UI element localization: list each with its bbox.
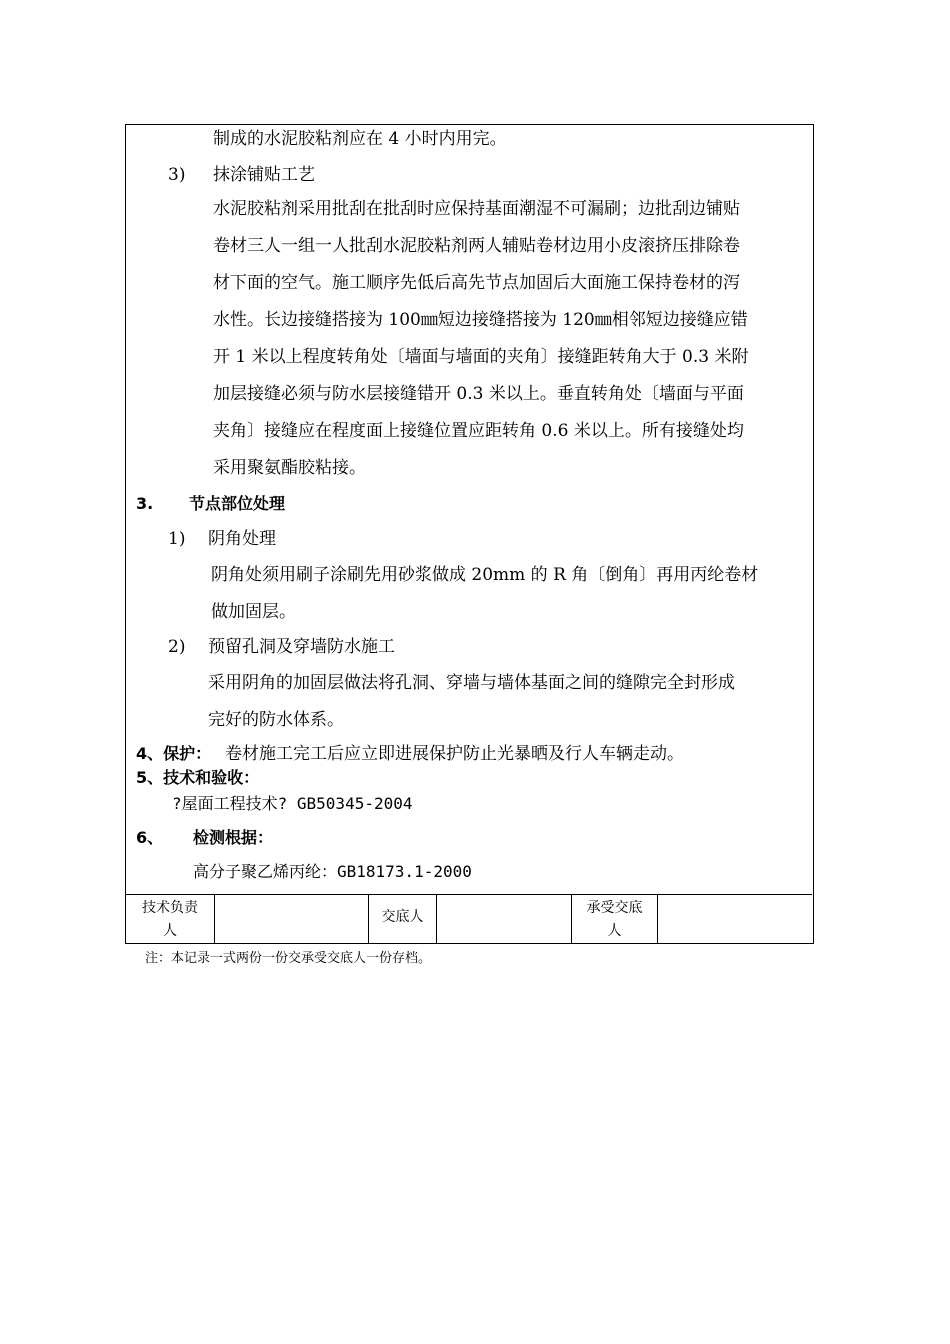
item-title: 预留孔洞及穿墙防水施工 [208,637,395,657]
section-label: 5、技术和验收： [136,768,260,787]
signature-row [126,894,812,943]
standard-reference: ?屋面工程技术? GB50345-2004 [172,794,413,813]
paragraph-line: 加层接缝必须与防水层接缝错开 0.3 米以上。垂直转角处〔墙面与平面 [213,384,744,404]
section-text: 卷材施工完工后应立即进展保护防止光暴晒及行人车辆走动。 [225,744,684,764]
paragraph-line: 采用聚氨酯胶粘接。 [213,458,366,478]
paragraph-line: 开 1 米以上程度转角处〔墙面与墙面的夹角〕接缝距转角大于 0.3 米附 [213,347,749,367]
item-title: 抹涂铺贴工艺 [213,165,315,185]
standard-reference: 高分子聚乙烯丙纶：GB18173.1-2000 [193,862,472,881]
item-number: 1) [168,529,186,549]
recipient-signature[interactable] [658,895,812,943]
section-title: 检测根据： [193,828,274,847]
paragraph-line: 阴角处须用刷子涂刷先用砂浆做成 20mm 的 R 角〔倒角〕再用丙纶卷材 [211,565,759,585]
item-number: 3) [168,165,186,185]
paragraph-line: 材下面的空气。施工顺序先低后高先节点加固后大面施工保持卷材的泻 [213,273,740,293]
disclosure-table [125,124,814,944]
tech-lead-label: 技术负责人 [126,895,215,943]
paragraph-line: 卷材三人一组一人批刮水泥胶粘剂两人辅贴卷材边用小皮滚挤压排除卷 [213,236,740,256]
paragraph-line: 夹角〕接缝应在程度面上接缝位置应距转角 0.6 米以上。所有接缝处均 [213,421,744,441]
paragraph-line: 完好的防水体系。 [208,710,344,730]
footnote: 注：本记录一式两份一份交承受交底人一份存档。 [145,951,432,966]
tech-lead-signature[interactable] [215,895,369,943]
text-line: 制成的水泥胶粘剂应在 4 小时内用完。 [213,129,507,149]
item-title: 阴角处理 [208,529,276,549]
section-label: 4、保护： [136,744,212,763]
section-number: 6、 [136,828,164,847]
discloser-signature[interactable] [437,895,572,943]
paragraph-line: 做加固层。 [211,602,296,622]
paragraph-line: 水性。长边接缝搭接为 100㎜短边接缝搭接为 120㎜相邻短边接缝应错 [213,310,748,330]
discloser-label: 交底人 [369,895,437,943]
paragraph-line: 水泥胶粘剂采用批刮在批刮时应保持基面潮湿不可漏刷；边批刮边铺贴 [213,199,740,219]
item-number: 2) [168,637,186,657]
paragraph-line: 采用阴角的加固层做法将孔洞、穿墙与墙体基面之间的缝隙完全封形成 [208,673,735,693]
recipient-label: 承受交底人 [572,895,658,943]
section-number: 3. [136,494,154,513]
section-title: 节点部位处理 [189,494,286,513]
